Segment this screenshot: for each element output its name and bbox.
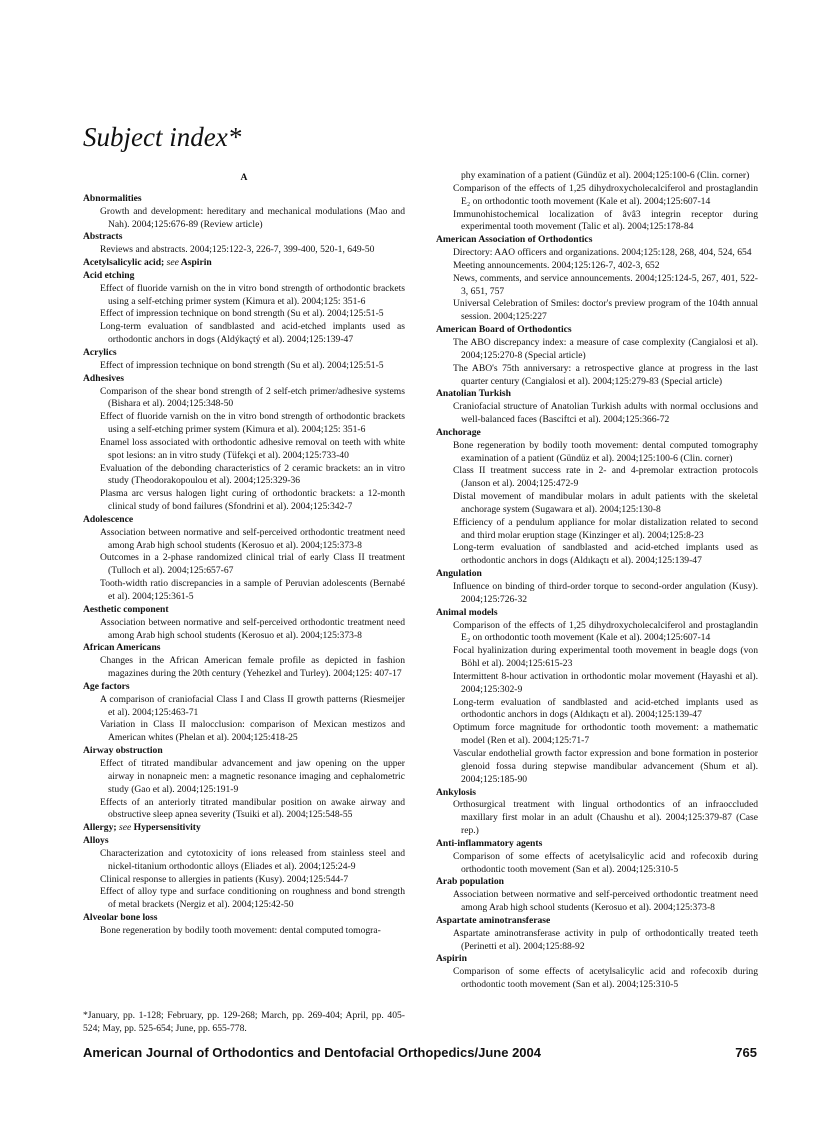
journal-name: American Journal of Orthodontics and Dentofacial Orthopedics/June 2004 — [83, 1045, 541, 1060]
index-heading — [436, 388, 758, 401]
index-term-block — [83, 270, 405, 347]
index-term-block — [83, 912, 405, 938]
index-entry: Class II treatment success rate in 2- and 4-premolar extraction protocols (Janson et al). 2004;125:472-9 — [453, 465, 758, 490]
page-footer — [83, 1045, 757, 1060]
index-heading — [83, 604, 405, 617]
index-entry: Association between normative and self-perceived orthodontic treatment need among Arab high school students (Kerosuo et al). 2004;125:373-8 — [100, 616, 405, 641]
heading-term: Angulation — [436, 568, 482, 580]
index-entry: Craniofacial structure of Anatolian Turkish adults with normal occlusions and well-balanced faces (Basciftci et al). 2004;125:366-72 — [453, 401, 758, 426]
index-entry: Comparison of the effects of 1,25 dihydroxycholecalciferol and prostaglandin E₂ on orthodontic tooth movement (Kale et al). 2004;125:607-14 — [453, 619, 758, 644]
see-reference-target: Aspirin — [180, 257, 212, 269]
index-entry: Reviews and abstracts. 2004;125:122-3, 226-7, 399-400, 520-1, 649-50 — [100, 244, 375, 256]
index-entry: News, comments, and service announcements. 2004;125:124-5, 267, 401, 522-3, 651, 757 — [453, 272, 758, 297]
index-term-block — [436, 915, 758, 954]
index-entry: Enamel loss associated with orthodontic adhesive removal on teeth with white spot lesions: an in vitro study (Tüfekçi et al). 2004;125:733-40 — [100, 436, 405, 461]
index-term-block — [436, 234, 758, 324]
index-entry: Effect of fluoride varnish on the in vitro bond strength of orthodontic brackets using a self-etching primer system (Kimura et al). 2004;125: 351-6 — [100, 411, 405, 436]
heading-term: Abstracts — [83, 231, 123, 243]
index-entry: Comparison of some effects of acetylsalicylic acid and rofecoxib during orthodontic tooth movement (San et al). 2004;125:310-5 — [453, 850, 758, 875]
index-blocks-right — [436, 170, 758, 992]
index-blocks-left — [83, 193, 405, 938]
index-entry: Comparison of some effects of acetylsalicylic acid and rofecoxib during orthodontic tooth movement (San et al). 2004;125:310-5 — [453, 966, 758, 991]
index-entry: Evaluation of the debonding characteristics of 2 ceramic brackets: an in vitro study (Theodorakopoulou et al). 2004;125:329-36 — [100, 462, 405, 487]
index-entry: Efficiency of a pendulum appliance for molar distalization related to second and third molar eruption stage (Kinzinger et al). 2004;125:8-23 — [453, 516, 758, 541]
index-entry: Focal hyalinization during experimental tooth movement in beagle dogs (von Böhl et al). 2004;125:615-23 — [453, 645, 758, 670]
index-term-block — [436, 324, 758, 388]
heading-term: Anatolian Turkish — [436, 388, 511, 400]
index-entry: Effects of an anteriorly titrated mandibular position on awake airway and obstructive sleep apnea severity (Tsuiki et al). 2004;125:548-55 — [100, 796, 405, 821]
index-heading — [83, 822, 405, 835]
index-term-block — [83, 642, 405, 681]
index-term-block — [436, 876, 758, 915]
index-heading — [436, 915, 758, 928]
index-heading — [436, 234, 758, 247]
index-entry: The ABO's 75th anniversary: a retrospective glance at progress in the last quarter century (Cangialosi et al). 2004;125:279-83 (Special article) — [453, 362, 758, 387]
heading-term: Alloys — [83, 835, 109, 847]
index-heading — [83, 347, 405, 360]
index-entry: Directory: AAO officers and organizations. 2004;125:128, 268, 404, 524, 654 — [453, 247, 752, 259]
index-heading — [83, 912, 405, 925]
heading-term: Ankylosis — [436, 786, 476, 798]
heading-term: Adhesives — [83, 372, 125, 384]
index-heading — [83, 193, 405, 206]
see-reference-target: Hypersensitivity — [133, 822, 201, 834]
index-heading — [436, 787, 758, 800]
heading-term: Aspartate aminotransferase — [436, 914, 551, 926]
index-heading — [83, 745, 405, 758]
heading-term: Acrylics — [83, 346, 117, 358]
index-entry: Bone regeneration by bodily tooth movement: dental computed tomogra- — [100, 924, 381, 936]
index-entry: Growth and development: hereditary and mechanical modulations (Mao and Nah). 2004;125:676-89 (Review article) — [100, 205, 405, 230]
index-entry: Association between normative and self-perceived orthodontic treatment need among Arab high school students (Kerosuo et al). 2004;125:373-8 — [100, 526, 405, 551]
heading-term: Aspirin — [436, 953, 467, 965]
heading-term: Aesthetic component — [83, 603, 169, 615]
index-entry: Distal movement of mandibular molars in adult patients with the skeletal anchorage system (Sugawara et al). 2004;125:130-8 — [453, 491, 758, 515]
index-heading — [436, 607, 758, 620]
index-entry: Effect of impression technique on bond strength (Su et al). 2004;125:51-5 — [100, 359, 384, 371]
index-column-right — [436, 170, 758, 992]
index-entry: Variation in Class II malocclusion: comparison of Mexican mestizos and American whites (Phelan et al). 2004;125:418-25 — [100, 719, 405, 744]
index-entry: Intermittent 8-hour activation in orthodontic molar movement (Hayashi et al). 2004;125:302-9 — [453, 670, 758, 695]
heading-term: Adolescence — [83, 513, 134, 525]
index-entry: Clinical response to allergies in patients (Kusy). 2004;125:544-7 — [100, 873, 349, 885]
index-heading — [436, 838, 758, 851]
index-entry-continuation: phy examination of a patient (Gündüz et al). 2004;125:100-6 (Clin. corner) — [461, 170, 750, 181]
index-heading — [436, 876, 758, 889]
index-entry: Influence on binding of third-order torque to second-order angulation (Kusy). 2004;125:726-32 — [453, 581, 758, 605]
index-entry: Optimum force magnitude for orthodontic tooth movement: a mathematic model (Ren et al). 2004;125:71-7 — [453, 722, 758, 747]
index-term-block — [83, 745, 405, 822]
index-entry: Outcomes in a 2-phase randomized clinical trial of early Class II treatment (Tulloch et al). 2004;125:657-67 — [100, 552, 405, 577]
index-term-block — [436, 388, 758, 427]
index-entry: Meeting announcements. 2004;125:126-7, 402-3, 652 — [453, 259, 660, 271]
index-heading — [436, 568, 758, 581]
index-heading — [83, 514, 405, 527]
index-term-block — [83, 681, 405, 745]
index-term-block — [436, 607, 758, 787]
heading-term: Acetylsalicylic acid; — [83, 257, 165, 269]
heading-term: Acid etching — [83, 269, 135, 281]
index-entry: Universal Celebration of Smiles: doctor's preview program of the 104th annual session. 2004;125:227 — [453, 298, 758, 323]
index-entry: Long-term evaluation of sandblasted and acid-etched implants used as orthodontic anchors in dogs (Aldıkaçtı et al). 2004;125:139-47 — [453, 542, 758, 567]
index-term-block — [436, 170, 758, 234]
index-term-block — [83, 822, 405, 835]
index-entry: Comparison of the effects of 1,25 dihydroxycholecalciferol and prostaglandin E₂ on orthodontic tooth movement (Kale et al). 2004;125:607-14 — [453, 182, 758, 207]
index-entry: Orthosurgical treatment with lingual orthodontics of an infraoccluded maxillary first molar in an adult (Chaushu et al). 2004;125:379-87 (Case rep.) — [453, 799, 758, 837]
index-entry: Immunohistochemical localization of âvâ3 integrin receptor during experimental tooth movement (Talic et al). 2004;125:178-84 — [453, 208, 758, 233]
index-term-block — [83, 347, 405, 373]
index-entry: Long-term evaluation of sandblasted and acid-etched implants used as orthodontic anchors in dogs (Aldıkaçtı et al). 2004;125:139-47 — [453, 696, 758, 721]
index-term-block — [83, 257, 405, 270]
heading-term: Alveolar bone loss — [83, 912, 158, 924]
index-heading — [436, 427, 758, 440]
index-entry: Tooth-width ratio discrepancies in a sample of Peruvian adolescents (Bernabé et al). 2004;125:361-5 — [100, 578, 405, 602]
index-entry: Bone regeneration by bodily tooth movement: dental computed tomography examination of a patient (Gündüz et al). 2004;125:100-6 (Clin. corner) — [453, 439, 758, 464]
index-entry: Changes in the African American female profile as depicted in fashion magazines during the 20th century (Yehezkel and Turley). 2004;125: 407-17 — [100, 655, 405, 680]
index-heading — [83, 835, 405, 848]
index-term-block — [83, 835, 405, 912]
index-column-left — [83, 170, 405, 938]
heading-term: Arab population — [436, 876, 504, 888]
index-entry: A comparison of craniofacial Class I and Class II growth patterns (Riesmeijer et al). 2004;125:463-71 — [100, 693, 405, 718]
index-entry: Vascular endothelial growth factor expression and bone formation in posterior glenoid fossa during stepwise mandibular advancement (Shum et al). 2004;125:185-90 — [453, 747, 758, 785]
index-entry: Effect of impression technique on bond strength (Su et al). 2004;125:51-5 — [100, 308, 384, 320]
index-entry: The ABO discrepancy index: a measure of case complexity (Cangialosi et al). 2004;125:270-8 (Special article) — [453, 336, 758, 361]
index-entry: Characterization and cytotoxicity of ions released from stainless steel and nickel-titanium orthodontic alloys (Eliades et al). 2004;125:24-9 — [100, 847, 405, 872]
heading-term: Anti-inflammatory agents — [436, 837, 543, 849]
heading-term: African Americans — [83, 642, 161, 654]
index-term-block — [436, 427, 758, 568]
index-heading — [83, 681, 405, 694]
heading-term: Age factors — [83, 680, 130, 692]
index-term-block — [83, 193, 405, 232]
heading-term: Animal models — [436, 606, 498, 618]
section-letter: A — [240, 172, 248, 183]
index-term-block — [83, 373, 405, 514]
index-heading — [83, 231, 405, 244]
index-entry: Association between normative and self-perceived orthodontic treatment need among Arab high school students (Kerosuo et al). 2004;125:373-8 — [453, 889, 758, 914]
index-entry: Aspartate aminotransferase activity in pulp of orthodontically treated teeth (Perinetti et al). 2004;125:88-92 — [453, 927, 758, 952]
index-heading — [436, 324, 758, 337]
index-heading — [83, 642, 405, 655]
index-term-block — [436, 953, 758, 992]
index-term-block — [436, 838, 758, 877]
index-term-block — [436, 568, 758, 607]
index-term-block — [83, 231, 405, 257]
index-heading — [436, 953, 758, 966]
heading-term: Abnormalities — [83, 192, 142, 204]
index-entry: Plasma arc versus halogen light curing of orthodontic brackets: a 12-month clinical study of bond failures (Sfondrini et al). 2004;125:342-7 — [100, 488, 405, 513]
heading-term: Allergy; — [83, 822, 117, 834]
index-term-block — [83, 514, 405, 604]
heading-term: Anchorage — [436, 426, 481, 438]
index-entry: Effect of alloy type and surface conditioning on roughness and bond strength of metal brackets (Nergiz et al). 2004;125:42-50 — [100, 886, 405, 911]
page-title: Subject index* — [83, 122, 242, 152]
index-term-block — [83, 604, 405, 643]
index-term-block — [436, 787, 758, 838]
issue-pages-footnote: *January, pp. 1-128; February, pp. 129-268; March, pp. 269-404; April, pp. 405-524; May, pp. 525-654; June, pp. 655-778. — [83, 1010, 405, 1034]
page-number: 765 — [735, 1045, 757, 1060]
see-reference-word: see — [118, 822, 132, 834]
index-entry: Effect of fluoride varnish on the in vitro bond strength of orthodontic brackets using a self-etching primer system (Kimura et al). 2004;125: 351-6 — [100, 282, 405, 307]
index-heading — [83, 373, 405, 386]
index-entry: Long-term evaluation of sandblasted and acid-etched implants used as orthodontic anchors in dogs (Aldýkaçtý et al). 2004;125:139-47 — [100, 321, 405, 346]
index-entry: Comparison of the shear bond strength of 2 self-etch primer/adhesive systems (Bishara et al). 2004;125:348-50 — [100, 385, 405, 410]
index-entry: Effect of titrated mandibular advancement and jaw opening on the upper airway in nonapneic men: a magnetic resonance imaging and cephalometric study (Gao et al). 2004;125:191-9 — [100, 757, 405, 795]
see-reference-word: see — [166, 257, 179, 269]
heading-term: Airway obstruction — [83, 745, 163, 757]
index-heading — [83, 257, 405, 270]
index-heading — [83, 270, 405, 283]
heading-term: American Association of Orthodontics — [436, 234, 593, 246]
heading-term: American Board of Orthodontics — [436, 324, 572, 336]
